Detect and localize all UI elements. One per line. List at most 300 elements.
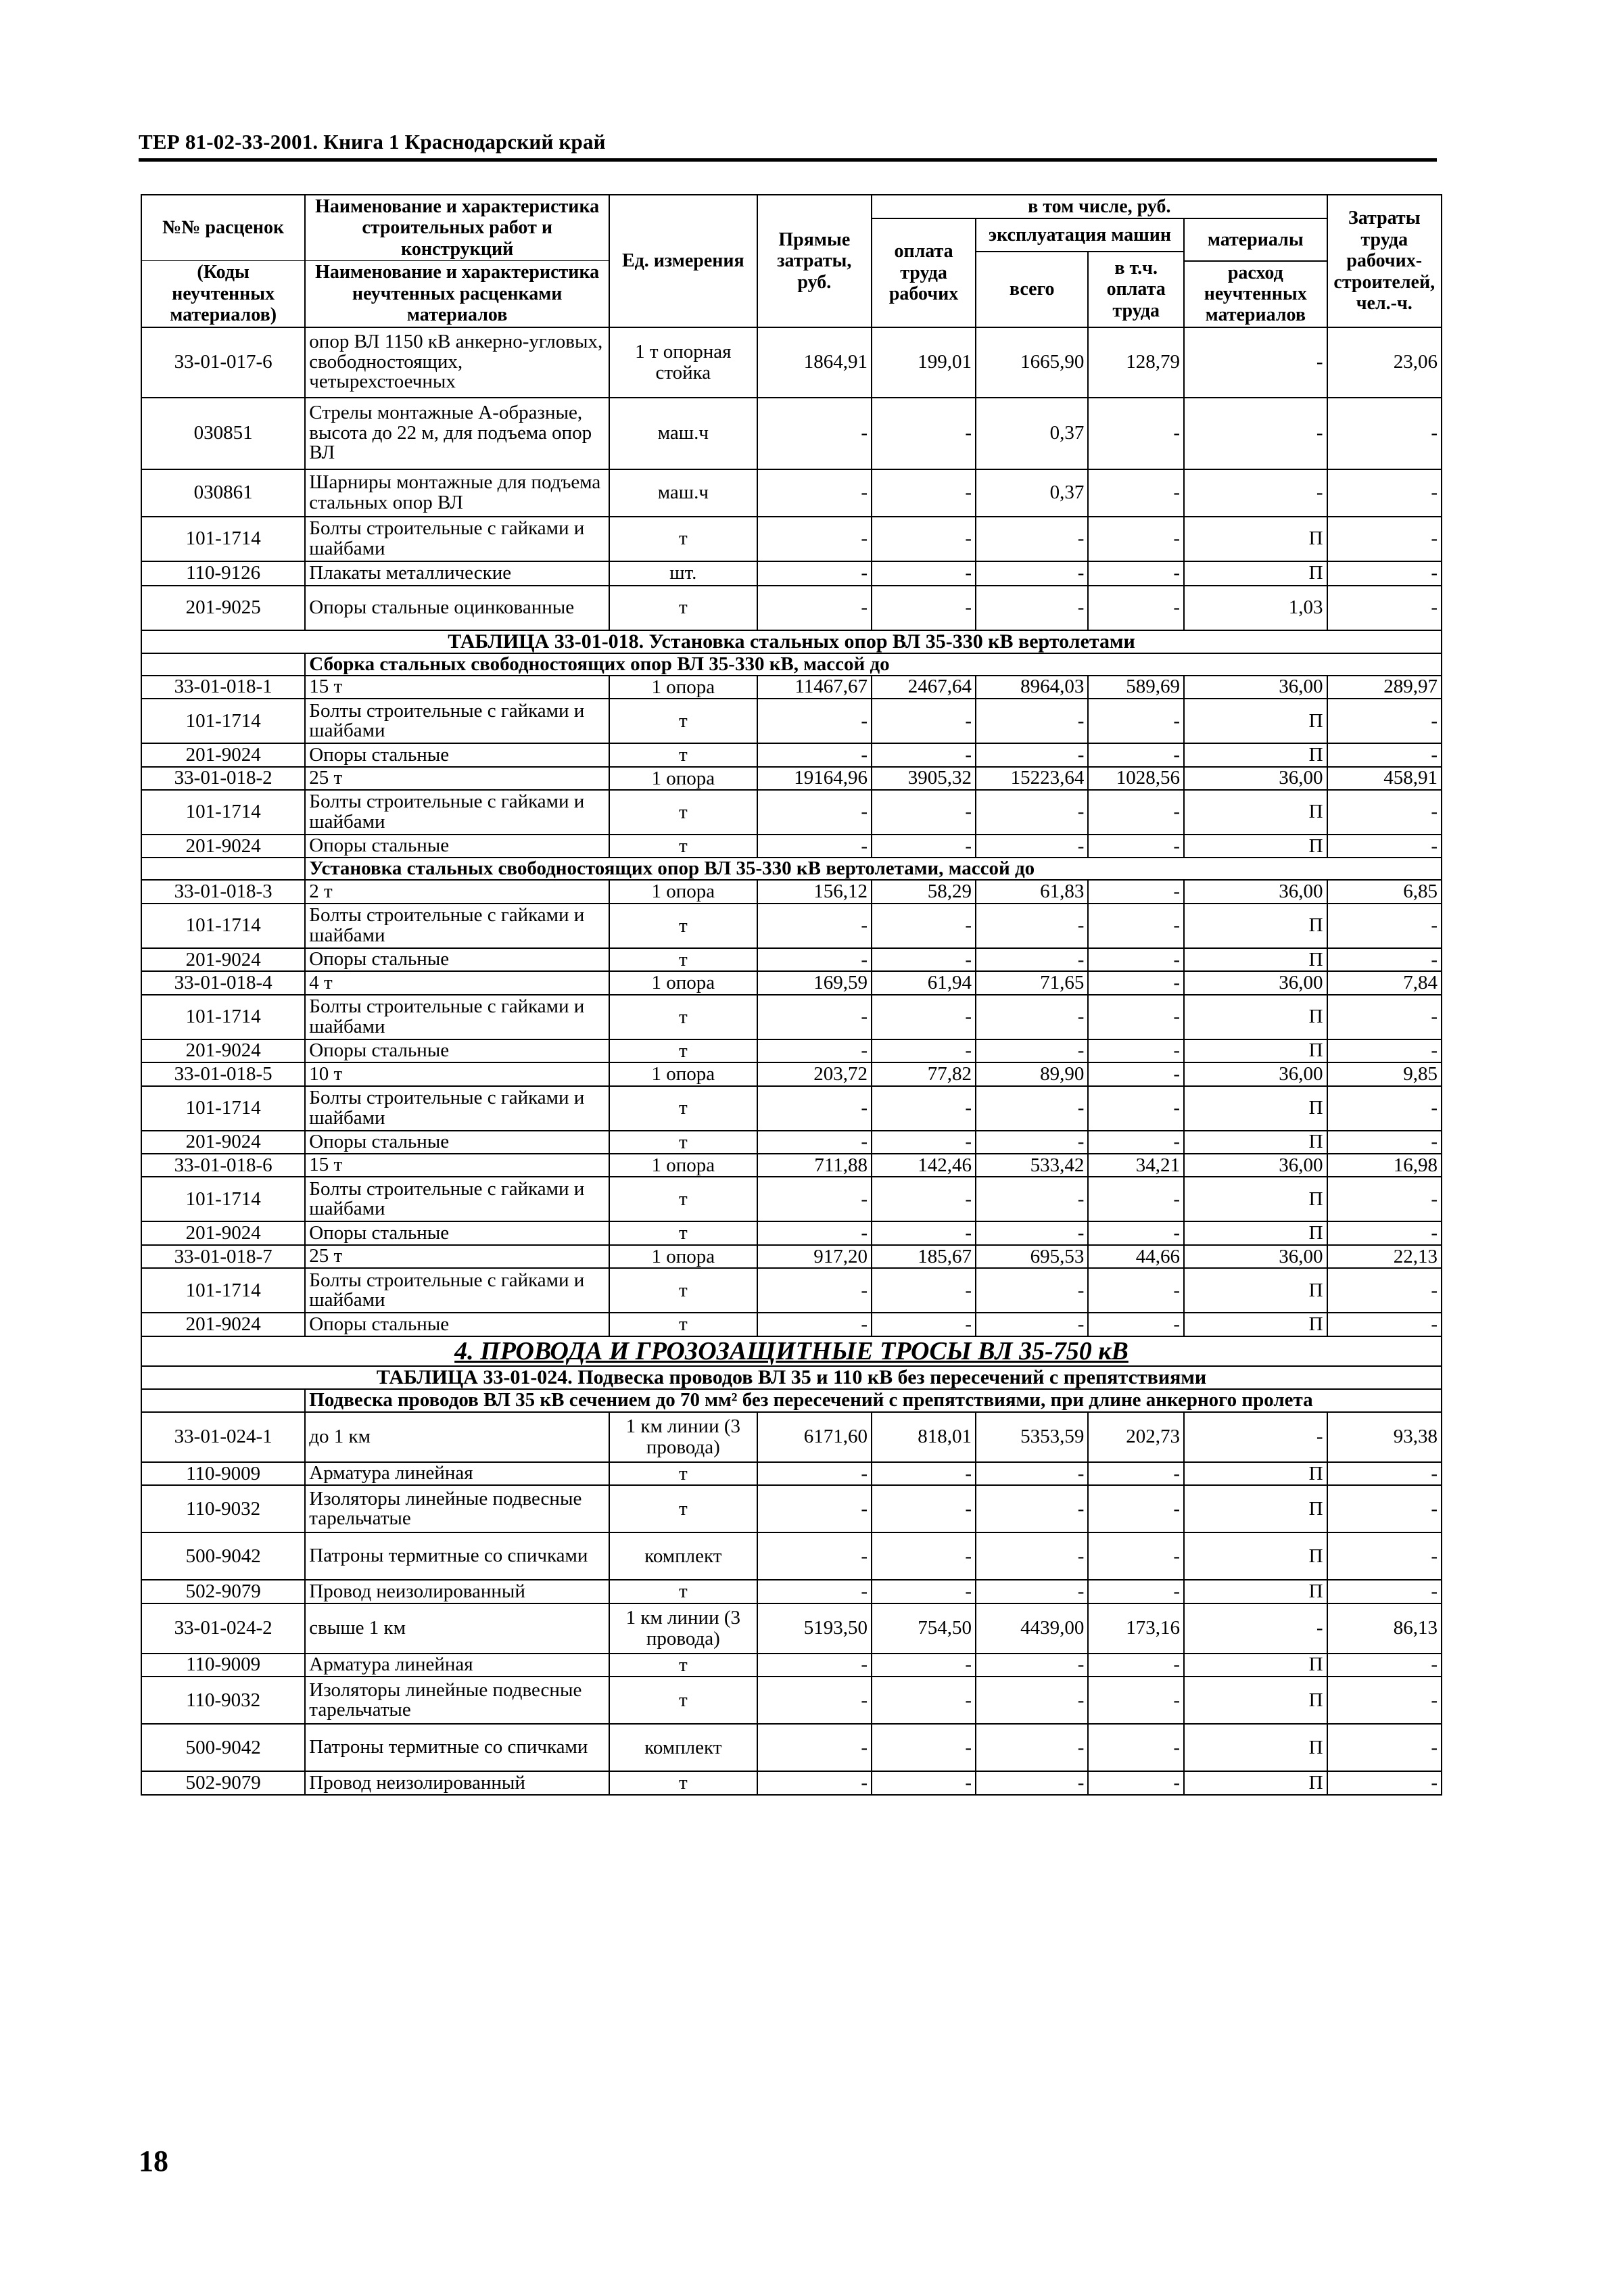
row-labor-pay: 818,01: [872, 1412, 976, 1462]
row-unit: 1 т опорная стойка: [609, 327, 757, 398]
row-machines-total: 1665,90: [976, 327, 1088, 398]
row-labor-hours: -: [1327, 1771, 1442, 1794]
row-labor-hours: -: [1327, 586, 1442, 630]
row-labor-hours: -: [1327, 517, 1442, 561]
row-labor-hours: 458,91: [1327, 767, 1442, 790]
row-machines-total: 89,90: [976, 1062, 1088, 1085]
row-machines-labor: -: [1088, 1462, 1184, 1485]
row-name: Опоры стальные: [305, 743, 609, 766]
row-name: Шарниры монтажные для подъема стальных опор ВЛ: [305, 469, 609, 517]
header-machines-labor: в т.ч. оплата труда: [1088, 252, 1184, 327]
row-name: Опоры стальные: [305, 835, 609, 858]
row-direct-cost: 917,20: [757, 1245, 872, 1268]
group-header-row: [141, 858, 1442, 880]
row-unit: комплект: [609, 1724, 757, 1771]
row-materials: 36,00: [1184, 1245, 1327, 1268]
row-direct-cost: -: [757, 1654, 872, 1677]
row-code: 110-9009: [141, 1462, 305, 1485]
row-direct-cost: 156,12: [757, 880, 872, 903]
row-materials: П: [1184, 1654, 1327, 1677]
row-direct-cost: -: [757, 1313, 872, 1336]
row-machines-labor: -: [1088, 904, 1184, 948]
header-machines: эксплуатация машин: [976, 218, 1184, 252]
row-machines-total: 533,42: [976, 1154, 1088, 1177]
row-labor-hours: -: [1327, 561, 1442, 586]
table-row: [141, 586, 1442, 630]
row-labor-hours: -: [1327, 743, 1442, 766]
row-materials: П: [1184, 1580, 1327, 1603]
row-labor-pay: -: [872, 517, 976, 561]
row-machines-labor: -: [1088, 1654, 1184, 1677]
row-unit: т: [609, 1039, 757, 1062]
row-name: Патроны термитные со спичками: [305, 1532, 609, 1580]
table-row: [141, 1603, 1442, 1654]
row-direct-cost: 5193,50: [757, 1603, 872, 1654]
row-machines-labor: 589,69: [1088, 676, 1184, 699]
row-materials: П: [1184, 948, 1327, 971]
row-labor-pay: 3905,32: [872, 767, 976, 790]
row-code: 33-01-018-6: [141, 1154, 305, 1177]
table-row: [141, 1221, 1442, 1244]
row-direct-cost: 169,59: [757, 971, 872, 994]
row-labor-pay: -: [872, 1039, 976, 1062]
row-labor-hours: -: [1327, 1177, 1442, 1221]
row-materials: П: [1184, 1086, 1327, 1131]
row-materials: 36,00: [1184, 1154, 1327, 1177]
row-labor-hours: -: [1327, 1580, 1442, 1603]
row-direct-cost: -: [757, 835, 872, 858]
row-direct-cost: -: [757, 1039, 872, 1062]
row-machines-total: -: [976, 1654, 1088, 1677]
table-row: [141, 1039, 1442, 1062]
row-machines-labor: 34,21: [1088, 1154, 1184, 1177]
row-name: свыше 1 км: [305, 1603, 609, 1654]
table-title-row: [141, 630, 1442, 653]
header-rule: [139, 158, 1437, 162]
row-materials: -: [1184, 327, 1327, 398]
table-row: [141, 1245, 1442, 1268]
row-labor-hours: -: [1327, 1268, 1442, 1313]
row-name: Стрелы монтажные А-образные, высота до 22 м, для подъема опор ВЛ: [305, 398, 609, 469]
row-machines-total: 15223,64: [976, 767, 1088, 790]
row-labor-hours: -: [1327, 699, 1442, 743]
table-row: [141, 1131, 1442, 1154]
row-unit: т: [609, 1771, 757, 1794]
row-materials: П: [1184, 517, 1327, 561]
row-name: Опоры стальные: [305, 948, 609, 971]
row-materials: П: [1184, 1462, 1327, 1485]
group-header-row: [141, 1389, 1442, 1412]
row-labor-pay: 199,01: [872, 327, 976, 398]
row-name: Опоры стальные: [305, 1313, 609, 1336]
row-name: 25 т: [305, 767, 609, 790]
table-row: [141, 880, 1442, 903]
row-unit: т: [609, 1221, 757, 1244]
row-machines-labor: -: [1088, 1062, 1184, 1085]
row-labor-pay: -: [872, 699, 976, 743]
row-name: Болты строительные с гайками и шайбами: [305, 995, 609, 1039]
header-incl: в том числе, руб.: [872, 195, 1327, 218]
row-unit: 1 опора: [609, 676, 757, 699]
row-code: 110-9032: [141, 1677, 305, 1724]
row-code: 101-1714: [141, 1086, 305, 1131]
table-row: [141, 995, 1442, 1039]
row-name: Болты строительные с гайками и шайбами: [305, 904, 609, 948]
row-machines-labor: 173,16: [1088, 1603, 1184, 1654]
row-code: 33-01-024-2: [141, 1603, 305, 1654]
row-machines-labor: -: [1088, 398, 1184, 469]
row-machines-labor: -: [1088, 743, 1184, 766]
row-direct-cost: -: [757, 1580, 872, 1603]
row-name: Опоры стальные: [305, 1221, 609, 1244]
group-header-row: [141, 653, 1442, 676]
row-materials: -: [1184, 1412, 1327, 1462]
row-machines-total: 0,37: [976, 469, 1088, 517]
row-materials: П: [1184, 1771, 1327, 1794]
row-name: Арматура линейная: [305, 1462, 609, 1485]
row-unit: 1 км линии (3 провода): [609, 1412, 757, 1462]
row-direct-cost: -: [757, 904, 872, 948]
row-machines-labor: -: [1088, 1131, 1184, 1154]
chapter-title-row: [141, 1336, 1442, 1366]
row-unit: т: [609, 1485, 757, 1532]
row-machines-total: -: [976, 948, 1088, 971]
table-row: [141, 469, 1442, 517]
row-code: 33-01-017-6: [141, 327, 305, 398]
row-labor-hours: -: [1327, 1086, 1442, 1131]
row-direct-cost: -: [757, 586, 872, 630]
row-labor-pay: 754,50: [872, 1603, 976, 1654]
row-machines-labor: -: [1088, 1086, 1184, 1131]
row-code: 201-9024: [141, 743, 305, 766]
row-machines-labor: -: [1088, 469, 1184, 517]
header-direct: Прямые затраты, руб.: [757, 195, 872, 327]
row-labor-pay: -: [872, 1086, 976, 1131]
row-empty-cell: [141, 858, 305, 880]
table-row: [141, 1654, 1442, 1677]
row-direct-cost: 11467,67: [757, 676, 872, 699]
row-code: 33-01-018-2: [141, 767, 305, 790]
row-code: 201-9024: [141, 1221, 305, 1244]
row-machines-total: -: [976, 1313, 1088, 1336]
row-machines-labor: -: [1088, 586, 1184, 630]
table-row: [141, 743, 1442, 766]
row-machines-total: -: [976, 835, 1088, 858]
row-labor-hours: -: [1327, 835, 1442, 858]
row-materials: П: [1184, 561, 1327, 586]
row-name: 2 т: [305, 880, 609, 903]
row-machines-labor: -: [1088, 1268, 1184, 1313]
row-unit: т: [609, 743, 757, 766]
row-labor-pay: -: [872, 948, 976, 971]
row-unit: т: [609, 1654, 757, 1677]
row-materials: П: [1184, 1313, 1327, 1336]
row-machines-total: -: [976, 561, 1088, 586]
row-unit: т: [609, 699, 757, 743]
row-machines-total: -: [976, 790, 1088, 835]
row-labor-pay: -: [872, 1268, 976, 1313]
row-materials: -: [1184, 1603, 1327, 1654]
row-code: 101-1714: [141, 904, 305, 948]
row-unit: т: [609, 517, 757, 561]
row-labor-hours: -: [1327, 904, 1442, 948]
row-direct-cost: 19164,96: [757, 767, 872, 790]
row-labor-pay: -: [872, 469, 976, 517]
row-unit: т: [609, 1580, 757, 1603]
row-direct-cost: 711,88: [757, 1154, 872, 1177]
row-name: опор ВЛ 1150 кВ анкерно-угловых, свободностоящих, четырехстоечных: [305, 327, 609, 398]
row-machines-total: 4439,00: [976, 1603, 1088, 1654]
row-machines-labor: -: [1088, 699, 1184, 743]
table-row: [141, 904, 1442, 948]
row-direct-cost: -: [757, 1131, 872, 1154]
row-name: до 1 км: [305, 1412, 609, 1462]
row-materials: П: [1184, 1221, 1327, 1244]
row-labor-hours: -: [1327, 1654, 1442, 1677]
row-materials: 36,00: [1184, 971, 1327, 994]
row-code: 201-9024: [141, 1039, 305, 1062]
row-name: 15 т: [305, 1154, 609, 1177]
row-name: Болты строительные с гайками и шайбами: [305, 790, 609, 835]
row-labor-pay: -: [872, 1724, 976, 1771]
row-code: 33-01-018-4: [141, 971, 305, 994]
row-machines-labor: 1028,56: [1088, 767, 1184, 790]
table-row: [141, 1462, 1442, 1485]
row-code: 500-9042: [141, 1724, 305, 1771]
row-labor-hours: 23,06: [1327, 327, 1442, 398]
table-row: [141, 1313, 1442, 1336]
row-code: 110-9032: [141, 1485, 305, 1532]
table-row: [141, 1724, 1442, 1771]
row-direct-cost: -: [757, 398, 872, 469]
row-machines-labor: -: [1088, 880, 1184, 903]
row-machines-total: -: [976, 995, 1088, 1039]
row-labor-hours: 22,13: [1327, 1245, 1442, 1268]
row-unit: 1 опора: [609, 1154, 757, 1177]
row-machines-total: 71,65: [976, 971, 1088, 994]
row-machines-labor: -: [1088, 1724, 1184, 1771]
row-materials: -: [1184, 469, 1327, 517]
row-code: 101-1714: [141, 995, 305, 1039]
row-labor-hours: -: [1327, 1677, 1442, 1724]
table-row: [141, 1177, 1442, 1221]
row-name: 4 т: [305, 971, 609, 994]
row-materials: П: [1184, 1485, 1327, 1532]
row-machines-total: -: [976, 1177, 1088, 1221]
row-materials: П: [1184, 1131, 1327, 1154]
row-labor-pay: -: [872, 995, 976, 1039]
row-materials: П: [1184, 1177, 1327, 1221]
header-labor-pay: оплата труда рабочих: [872, 218, 976, 327]
row-labor-pay: 77,82: [872, 1062, 976, 1085]
header-code-bottom: (Коды неучтенных материалов): [141, 261, 305, 327]
row-machines-labor: -: [1088, 790, 1184, 835]
row-machines-total: -: [976, 1532, 1088, 1580]
row-materials: П: [1184, 995, 1327, 1039]
row-code: 030861: [141, 469, 305, 517]
row-labor-hours: -: [1327, 1131, 1442, 1154]
row-machines-total: -: [976, 1039, 1088, 1062]
row-direct-cost: -: [757, 699, 872, 743]
row-unit: т: [609, 1677, 757, 1724]
row-unit: т: [609, 586, 757, 630]
row-labor-pay: 185,67: [872, 1245, 976, 1268]
row-name: Провод неизолированный: [305, 1580, 609, 1603]
row-machines-labor: -: [1088, 1177, 1184, 1221]
row-machines-total: 5353,59: [976, 1412, 1088, 1462]
row-machines-total: 61,83: [976, 880, 1088, 903]
header-code: №№ расценок: [141, 195, 305, 261]
rates-table: [141, 194, 1442, 1796]
row-name: Арматура линейная: [305, 1654, 609, 1677]
row-labor-pay: -: [872, 1532, 976, 1580]
table-row: [141, 517, 1442, 561]
row-machines-labor: -: [1088, 1580, 1184, 1603]
row-labor-pay: -: [872, 1462, 976, 1485]
row-code: 500-9042: [141, 1532, 305, 1580]
row-machines-total: -: [976, 904, 1088, 948]
row-machines-labor: -: [1088, 1677, 1184, 1724]
table-row: [141, 1580, 1442, 1603]
row-labor-hours: -: [1327, 1532, 1442, 1580]
row-machines-labor: -: [1088, 948, 1184, 971]
row-labor-hours: -: [1327, 995, 1442, 1039]
row-code: 110-9126: [141, 561, 305, 586]
row-machines-total: -: [976, 1485, 1088, 1532]
header-name-bottom: Наименование и характеристика неучтенных расценками материалов: [305, 261, 609, 327]
row-name: Изоляторы линейные подвесные тарельчатые: [305, 1485, 609, 1532]
row-direct-cost: -: [757, 995, 872, 1039]
row-materials: -: [1184, 398, 1327, 469]
row-empty-cell: [141, 1389, 305, 1412]
table-row: [141, 327, 1442, 398]
row-direct-cost: -: [757, 948, 872, 971]
row-labor-pay: -: [872, 1485, 976, 1532]
row-machines-total: -: [976, 517, 1088, 561]
row-unit: шт.: [609, 561, 757, 586]
row-unit: т: [609, 835, 757, 858]
table-row: [141, 1154, 1442, 1177]
row-direct-cost: -: [757, 1177, 872, 1221]
row-unit: т: [609, 1131, 757, 1154]
row-name: Провод неизолированный: [305, 1771, 609, 1794]
row-unit: т: [609, 1177, 757, 1221]
row-labor-pay: -: [872, 1677, 976, 1724]
row-unit: т: [609, 1462, 757, 1485]
row-labor-hours: 7,84: [1327, 971, 1442, 994]
row-unit: комплект: [609, 1532, 757, 1580]
row-materials: П: [1184, 743, 1327, 766]
row-unit: маш.ч: [609, 469, 757, 517]
row-unit: т: [609, 1086, 757, 1131]
row-machines-total: -: [976, 1677, 1088, 1724]
row-direct-cost: -: [757, 1086, 872, 1131]
row-machines-labor: -: [1088, 835, 1184, 858]
row-machines-total: 8964,03: [976, 676, 1088, 699]
row-machines-labor: -: [1088, 1532, 1184, 1580]
row-materials: П: [1184, 1724, 1327, 1771]
row-labor-hours: 289,97: [1327, 676, 1442, 699]
row-labor-pay: -: [872, 835, 976, 858]
row-machines-total: -: [976, 1724, 1088, 1771]
row-labor-pay: -: [872, 561, 976, 586]
row-labor-hours: -: [1327, 1039, 1442, 1062]
row-labor-hours: 6,85: [1327, 880, 1442, 903]
table-row: [141, 1062, 1442, 1085]
header-machines-total: всего: [976, 252, 1088, 327]
row-materials: П: [1184, 1677, 1327, 1724]
header-labor-cost: Затраты труда рабочих-строителей, чел.-ч.: [1327, 195, 1442, 327]
row-machines-total: -: [976, 1771, 1088, 1794]
row-unit: маш.ч: [609, 398, 757, 469]
row-name: Опоры стальные оцинкованные: [305, 586, 609, 630]
row-unit: т: [609, 904, 757, 948]
row-materials: П: [1184, 835, 1327, 858]
row-machines-total: -: [976, 1580, 1088, 1603]
row-labor-pay: -: [872, 743, 976, 766]
row-unit: 1 опора: [609, 880, 757, 903]
group-header-text: Сборка стальных свободностоящих опор ВЛ 35-330 кВ, массой до: [305, 653, 1442, 676]
row-materials: П: [1184, 904, 1327, 948]
row-labor-pay: -: [872, 1131, 976, 1154]
table-title-row: [141, 1366, 1442, 1389]
table-body: [141, 327, 1442, 1795]
row-direct-cost: -: [757, 561, 872, 586]
row-name: Опоры стальные: [305, 1131, 609, 1154]
row-name: Болты строительные с гайками и шайбами: [305, 1268, 609, 1313]
row-empty-cell: [141, 653, 305, 676]
row-materials: 36,00: [1184, 1062, 1327, 1085]
row-labor-pay: -: [872, 1177, 976, 1221]
row-name: 25 т: [305, 1245, 609, 1268]
row-materials: 36,00: [1184, 767, 1327, 790]
table-row: [141, 971, 1442, 994]
row-direct-cost: -: [757, 1724, 872, 1771]
row-unit: т: [609, 1313, 757, 1336]
row-code: 101-1714: [141, 1177, 305, 1221]
header-materials: материалы: [1184, 218, 1327, 260]
row-code: 201-9024: [141, 948, 305, 971]
row-code: 101-1714: [141, 517, 305, 561]
row-code: 101-1714: [141, 699, 305, 743]
row-direct-cost: -: [757, 1485, 872, 1532]
table-row: [141, 790, 1442, 835]
row-materials: П: [1184, 1039, 1327, 1062]
row-labor-pay: -: [872, 586, 976, 630]
row-code: 201-9025: [141, 586, 305, 630]
row-labor-hours: -: [1327, 398, 1442, 469]
row-labor-hours: -: [1327, 1462, 1442, 1485]
header-name: Наименование и характеристика строительных работ и конструкций: [305, 195, 609, 261]
row-unit: т: [609, 995, 757, 1039]
row-machines-labor: 44,66: [1088, 1245, 1184, 1268]
page-header: ТЕР 81-02-33-2001. Книга 1 Краснодарский край: [139, 130, 606, 154]
row-code: 502-9079: [141, 1580, 305, 1603]
row-code: 33-01-024-1: [141, 1412, 305, 1462]
row-machines-total: -: [976, 1462, 1088, 1485]
row-machines-labor: -: [1088, 1221, 1184, 1244]
row-materials: 36,00: [1184, 676, 1327, 699]
group-header-text: Подвеска проводов ВЛ 35 кВ сечением до 70 мм² без пересечений с препятствиями, при длине анкерного пролета: [305, 1389, 1442, 1412]
table-row: [141, 1086, 1442, 1131]
row-code: 201-9024: [141, 1131, 305, 1154]
row-machines-total: -: [976, 1086, 1088, 1131]
header-materials-sub: расход неучтенных материалов: [1184, 261, 1327, 327]
row-labor-pay: -: [872, 790, 976, 835]
row-materials: П: [1184, 699, 1327, 743]
row-labor-pay: -: [872, 1580, 976, 1603]
row-machines-total: -: [976, 1131, 1088, 1154]
